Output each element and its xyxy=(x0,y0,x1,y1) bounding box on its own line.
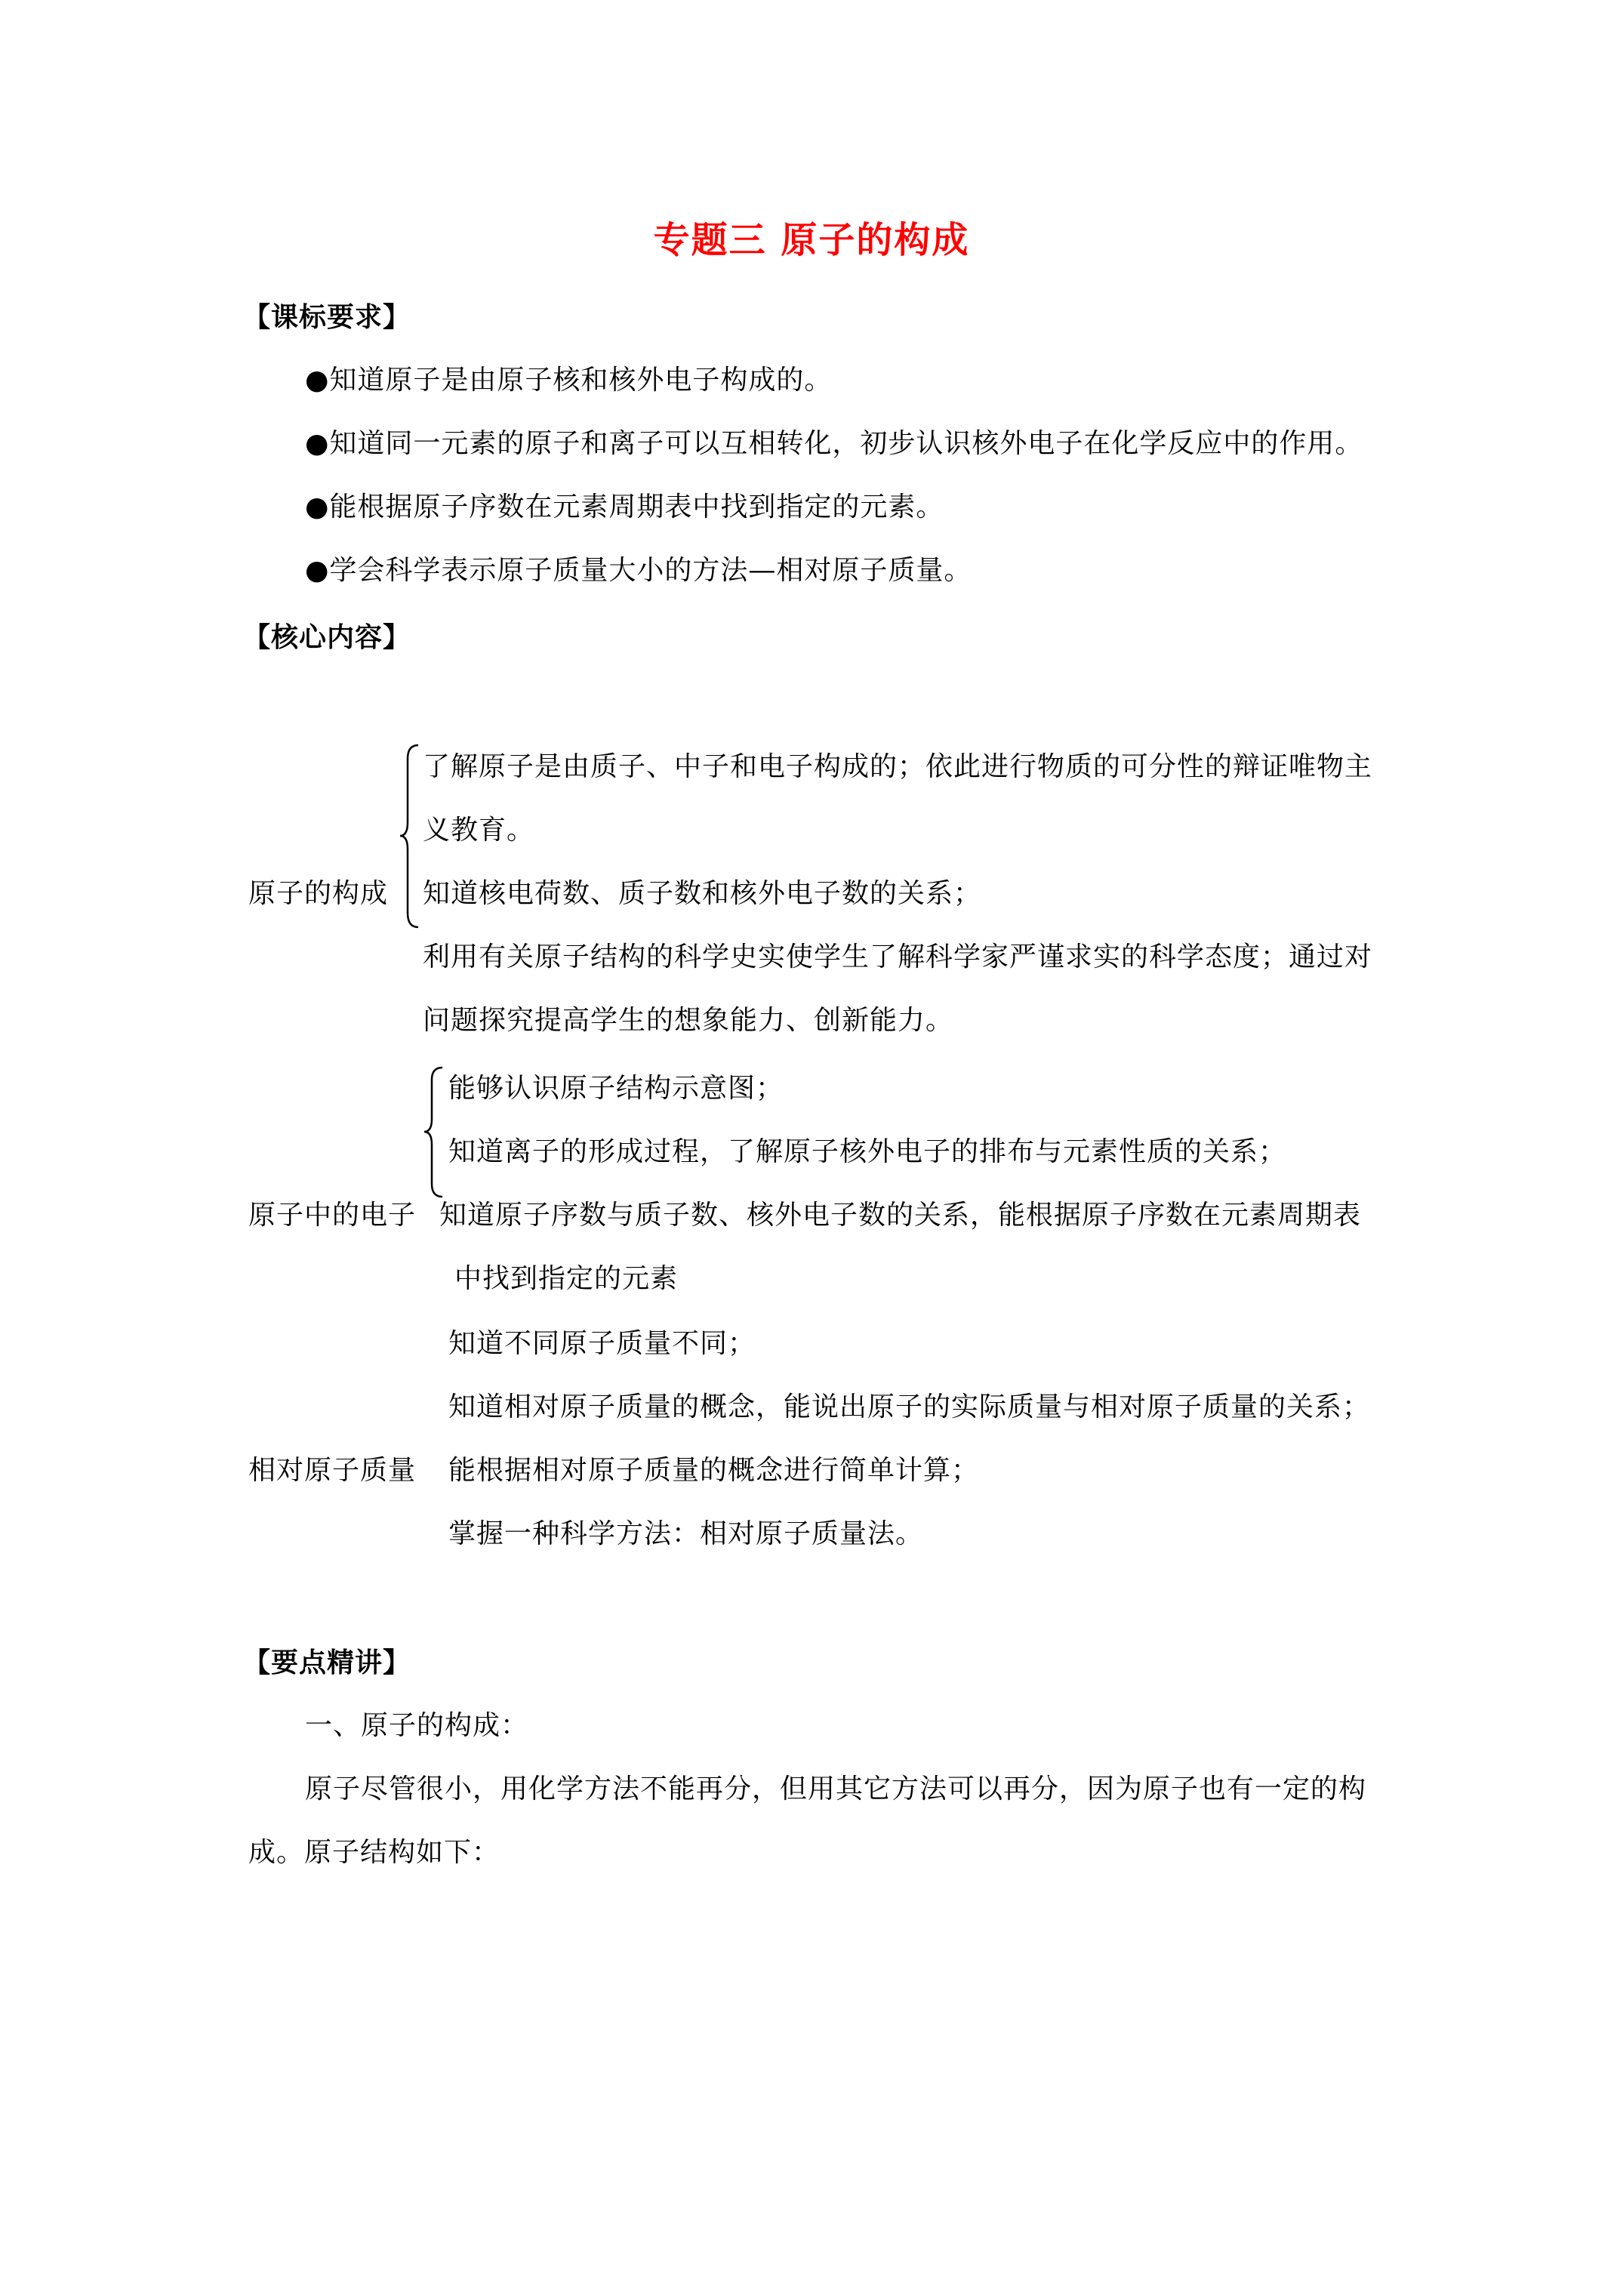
group-line: 义教育。 xyxy=(423,815,535,846)
section-subheading: 一、原子的构成： xyxy=(305,1710,529,1741)
paragraph-line: 成。原子结构如下： xyxy=(248,1837,500,1868)
curriculum-heading: 【课标要求】 xyxy=(243,301,411,333)
keypoints-heading: 【要点精讲】 xyxy=(243,1647,411,1678)
group-line: 掌握一种科学方法：相对原子质量法。 xyxy=(448,1518,924,1549)
brace-icon xyxy=(399,744,421,929)
group-line: 知道不同原子质量不同； xyxy=(448,1328,756,1359)
curriculum-item: ●知道原子是由原子核和核外电子构成的。 xyxy=(305,365,833,396)
curriculum-item: ●知道同一元素的原子和离子可以互相转化，初步认识核外电子在化学反应中的作用。 xyxy=(305,428,1363,459)
curriculum-item: ●能根据原子序数在元素周期表中找到指定的元素。 xyxy=(305,492,944,522)
group-line: 能根据相对原子质量的概念进行简单计算； xyxy=(448,1455,980,1486)
core-heading: 【核心内容】 xyxy=(243,621,411,653)
group-line: 知道原子序数与质子数、核外电子数的关系，能根据原子序数在元素周期表 xyxy=(439,1200,1362,1231)
group-line: 知道相对原子质量的概念，能说出原子的实际质量与相对原子质量的关系； xyxy=(448,1391,1371,1422)
paragraph-line: 原子尽管很小，用化学方法不能再分，但用其它方法可以再分，因为原子也有一定的构 xyxy=(305,1774,1367,1804)
group-line: 中找到指定的元素 xyxy=(454,1263,679,1294)
group-line: 问题探究提高学生的想象能力、创新能力。 xyxy=(423,1005,954,1036)
curriculum-item: ●学会科学表示原子质量大小的方法—相对原子质量。 xyxy=(305,555,972,586)
group-line: 能够认识原子结构示意图； xyxy=(448,1073,784,1104)
group-line: 利用有关原子结构的科学史实使学生了解科学家严谨求实的科学态度；通过对 xyxy=(423,942,1373,972)
group-line: 知道核电荷数、质子数和核外电子数的关系； xyxy=(423,878,982,909)
group-line: 知道离子的形成过程，了解原子核外电子的排布与元素性质的关系； xyxy=(448,1136,1287,1167)
group-label: 原子的构成 xyxy=(248,878,389,909)
group-label: 相对原子质量 xyxy=(248,1455,417,1486)
group-label: 原子中的电子 xyxy=(248,1200,417,1231)
page-title: 专题三 原子的构成 xyxy=(653,219,970,261)
brace-icon xyxy=(423,1066,445,1198)
group-line: 了解原子是由质子、中子和电子构成的；依此进行物质的可分性的辩证唯物主 xyxy=(423,751,1373,782)
